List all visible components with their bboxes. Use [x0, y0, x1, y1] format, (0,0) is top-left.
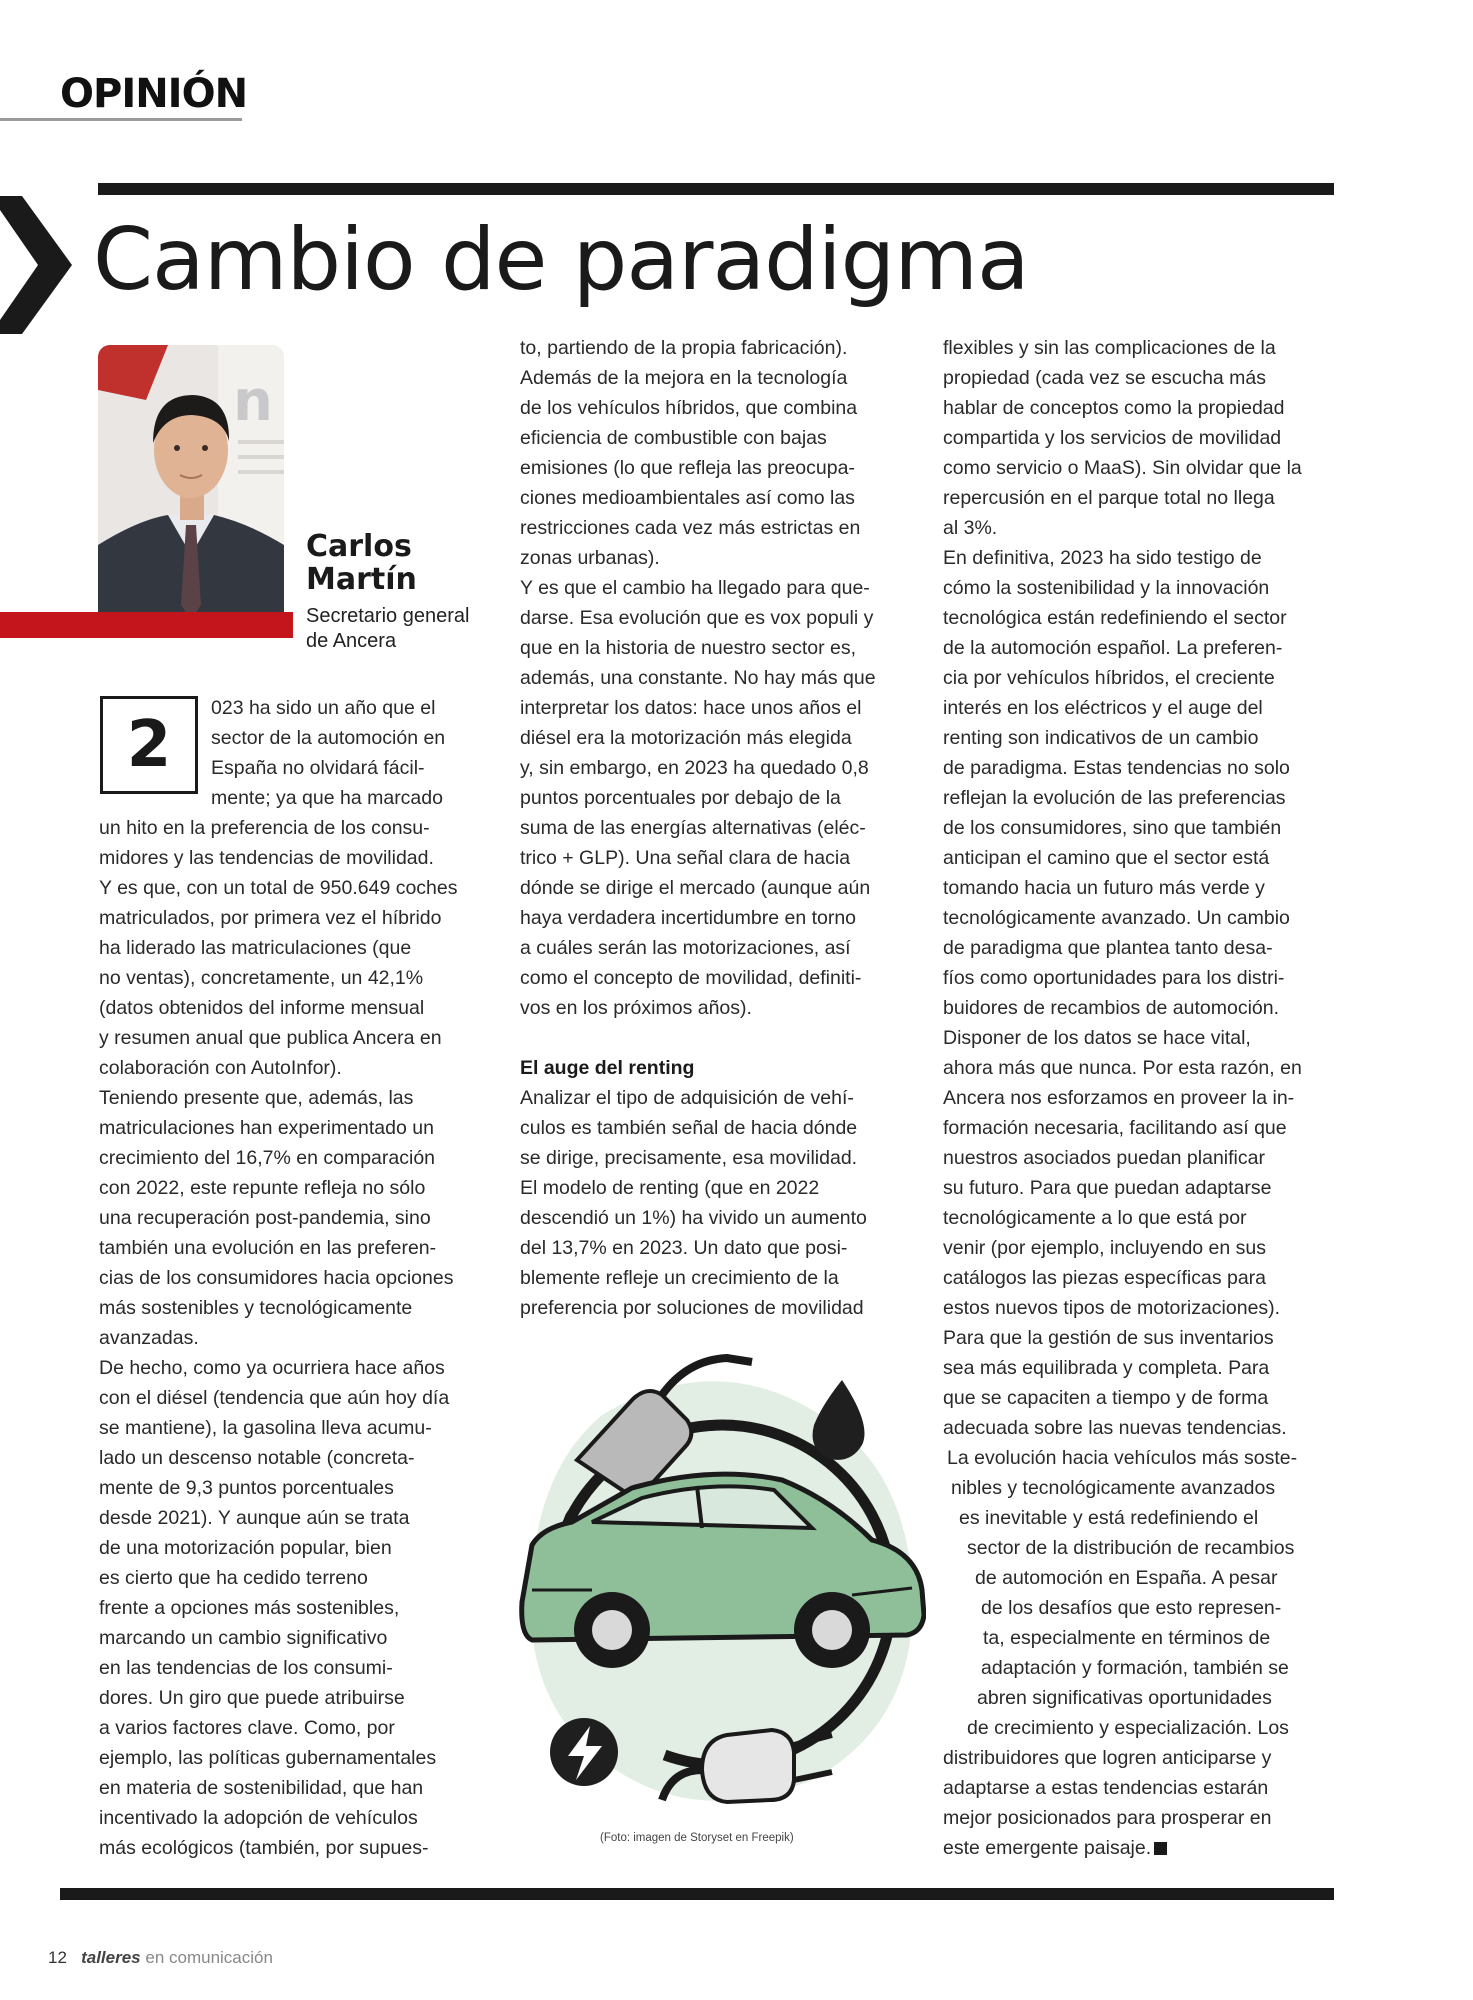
text-line: repercusión en el parque total no llega [943, 487, 1275, 509]
text-line: 023 ha sido un año que el [211, 697, 436, 719]
text-line: blemente refleje un crecimiento de la [520, 1267, 839, 1289]
article-title: Cambio de paradigma [93, 210, 1029, 310]
text-line: estos nuevos tipos de motorizaciones). [943, 1297, 1281, 1319]
text-line: España no olvidará fácil- [211, 757, 425, 779]
text-line: se dirige, precisamente, esa movilidad. [520, 1147, 858, 1169]
text-line: como el concepto de movilidad, definiti- [520, 967, 862, 989]
chevron-icon [0, 196, 72, 334]
text-line: en materia de sostenibilidad, que han [99, 1777, 424, 1799]
author-role-line: Secretario general [306, 605, 470, 627]
text-line: de paradigma. Estas tendencias no solo [943, 757, 1290, 779]
author-role [306, 604, 506, 654]
text-line: zonas urbanas). [520, 547, 660, 569]
photo-credit: (Foto: imagen de Storyset en Freepik) [600, 1832, 794, 1844]
text-line: frente a opciones más sostenibles, [99, 1597, 400, 1619]
text-line: marcando un cambio significativo [99, 1627, 388, 1649]
text-line: de paradigma que plantea tanto desa- [943, 937, 1273, 959]
text-line: trico + GLP). Una señal clara de hacia [520, 847, 851, 869]
text-line: Disponer de los datos se hace vital, [943, 1027, 1251, 1049]
text-line: ha liderado las matriculaciones (que [99, 937, 412, 959]
text-line: a varios factores clave. Como, por [99, 1717, 395, 1739]
text-line: emisiones (lo que refleja las preocupa- [520, 457, 855, 479]
text-line: a cuáles serán las motorizaciones, así [520, 937, 851, 959]
page-number: 12 [48, 1948, 67, 1967]
text-line: mente de 9,3 puntos porcentuales [99, 1477, 394, 1499]
text-line: (datos obtenidos del informe mensual [99, 997, 425, 1019]
text-line: nibles y tecnológicamente avanzados [951, 1477, 1276, 1499]
text-line: de automoción en España. A pesar [975, 1567, 1278, 1589]
text-line: Y es que el cambio ha llegado para que- [520, 577, 870, 599]
text-line: no ventas), concretamente, un 42,1% [99, 967, 424, 989]
text-line: Además de la mejora en la tecnología [520, 367, 848, 389]
text-line: de los consumidores, sino que también [943, 817, 1282, 839]
text-line: este emergente paisaje. [943, 1833, 1343, 1863]
top-rule [98, 183, 1334, 195]
text-line: diésel era la motorización más elegida [520, 727, 852, 749]
text-line: eficiencia de combustible con bajas [520, 427, 827, 449]
text-line: lado un descenso notable (concreta- [99, 1447, 415, 1469]
text-line: reflejan la evolución de las preferencias [943, 787, 1286, 809]
bottom-rule [60, 1888, 1334, 1900]
text-line: buidores de recambios de automoción. [943, 997, 1280, 1019]
text-line: mente; ya que ha marcado [211, 787, 443, 809]
drop-cap: 2 [100, 696, 198, 794]
text-line: matriculados, por primera vez el híbrido [99, 907, 442, 929]
text-line: ta, especialmente en términos de [983, 1627, 1271, 1649]
text-line: tomando hacia un futuro más verde y [943, 877, 1265, 899]
magazine-brand-rest: en comunicación [145, 1948, 273, 1967]
text-line: Para que la gestión de sus inventarios [943, 1327, 1274, 1349]
text-line: propiedad (cada vez se escucha más [943, 367, 1267, 389]
svg-text:n: n [233, 369, 273, 434]
text-line: de la automoción español. La preferen- [943, 637, 1283, 659]
text-line: como servicio o MaaS). Sin olvidar que la [943, 457, 1302, 479]
text-line: sector de la automoción en [211, 727, 446, 749]
text-line: vos en los próximos años). [520, 997, 752, 1019]
text-line: preferencia por soluciones de movilidad [520, 1297, 864, 1319]
text-line: adecuada sobre las nuevas tendencias. [943, 1417, 1287, 1439]
column-3 [943, 333, 1343, 1863]
text-line: Analizar el tipo de adquisición de vehí- [520, 1087, 854, 1109]
text-line: crecimiento del 16,7% en comparación [99, 1147, 436, 1169]
text-line: matriculaciones han experimentado un [99, 1117, 434, 1139]
text-line: interpretar los datos: hace unos años el [520, 697, 862, 719]
section-underline [0, 118, 242, 121]
text-line: adaptarse a estas tendencias estarán [943, 1777, 1269, 1799]
text-line: cia por vehículos híbridos, el creciente [943, 667, 1275, 689]
text-line: formación necesaria, facilitando así que [943, 1117, 1287, 1139]
magazine-brand: talleres [81, 1948, 141, 1967]
text-line: tecnológica están redefiniendo el sector [943, 607, 1287, 629]
author-role-line: de Ancera [306, 630, 397, 652]
page-footer [48, 1948, 273, 1968]
text-line: colaboración con AutoInfor). [99, 1057, 342, 1079]
text-line: La evolución hacia vehículos más soste- [947, 1447, 1298, 1469]
text-line: hablar de conceptos como la propiedad [943, 397, 1285, 419]
text-line: flexibles y sin las complicaciones de la [943, 337, 1276, 359]
text-line: que en la historia de nuestro sector es, [520, 637, 857, 659]
text-line: puntos porcentuales por debajo de la [520, 787, 841, 809]
text-line: dónde se dirige el mercado (aunque aún [520, 877, 871, 899]
subheading: El auge del renting [520, 1057, 695, 1079]
text-line: de una motorización popular, bien [99, 1537, 392, 1559]
text-line: En definitiva, 2023 ha sido testigo de [943, 547, 1262, 569]
column-2 [520, 333, 920, 1323]
text-line: una recuperación post-pandemia, sino [99, 1207, 431, 1229]
text-line: catálogos las piezas específicas para [943, 1267, 1267, 1289]
text-line: ejemplo, las políticas gubernamentales [99, 1747, 437, 1769]
author-last-name: Martín [306, 562, 417, 597]
text-line: incentivado la adopción de vehículos [99, 1807, 418, 1829]
text-line: restricciones cada vez más estrictas en [520, 517, 861, 539]
text-line: distribuidores que logren anticiparse y [943, 1747, 1272, 1769]
text-line: un hito en la preferencia de los consu- [99, 817, 430, 839]
text-line: sea más equilibrada y completa. Para [943, 1357, 1270, 1379]
text-line: de crecimiento y especialización. Los [967, 1717, 1289, 1739]
text-line: con 2022, este repunte refleja no sólo [99, 1177, 426, 1199]
text-line: dores. Un giro que puede atribuirse [99, 1687, 405, 1709]
column-1 [99, 693, 479, 1863]
text-line: es inevitable y está redefiniendo el [959, 1507, 1259, 1529]
text-line: desde 2021). Y aunque aún se trata [99, 1507, 410, 1529]
text-line: ahora más que nunca. Por esta razón, en [943, 1057, 1302, 1079]
text-line: mejor posicionados para prosperar en [943, 1807, 1272, 1829]
author-first-name: Carlos [306, 529, 412, 564]
text-line: además, una constante. No hay más que [520, 667, 876, 689]
text-line: tecnológicamente avanzado. Un cambio [943, 907, 1290, 929]
author-name [306, 530, 476, 596]
text-line: del 13,7% en 2023. Un dato que posi- [520, 1237, 848, 1259]
text-line: sector de la distribución de recambios [967, 1537, 1295, 1559]
text-line: de los vehículos híbridos, que combina [520, 397, 858, 419]
text-line: Y es que, con un total de 950.649 coches [99, 877, 458, 899]
text-line: con el diésel (tendencia que aún hoy día [99, 1387, 450, 1409]
text-line: Ancera nos esforzamos en proveer la in- [943, 1087, 1295, 1109]
text-line: suma de las energías alternativas (eléc- [520, 817, 866, 839]
text-line: cias de los consumidores hacia opciones [99, 1267, 454, 1289]
text-line: ciones medioambientales así como las [520, 487, 855, 509]
text-line: también una evolución en las preferen- [99, 1237, 437, 1259]
text-line: interés en los eléctricos y el auge del [943, 697, 1263, 719]
text-line: Teniendo presente que, además, las [99, 1087, 414, 1109]
text-line: renting son indicativos de un cambio [943, 727, 1259, 749]
text-line: midores y las tendencias de movilidad. [99, 847, 434, 869]
text-line: en las tendencias de los consumi- [99, 1657, 393, 1679]
text-line: tecnológicamente a lo que está por [943, 1207, 1247, 1229]
text-line: darse. Esa evolución que es vox populi y [520, 607, 874, 629]
text-line: y, sin embargo, en 2023 ha quedado 0,8 [520, 757, 869, 779]
text-line: De hecho, como ya ocurriera hace años [99, 1357, 445, 1379]
text-line: haya verdadera incertidumbre en torno [520, 907, 857, 929]
text-line: se mantiene), la gasolina lleva acumu- [99, 1417, 432, 1439]
text-line: que se capaciten a tiempo y de forma [943, 1387, 1269, 1409]
text-line: fíos como oportunidades para los distri- [943, 967, 1285, 989]
text-line: to, partiendo de la propia fabricación). [520, 337, 848, 359]
text-line: nuestros asociados puedan planificar [943, 1147, 1265, 1169]
text-line: su futuro. Para que puedan adaptarse [943, 1177, 1272, 1199]
text-line: abren significativas oportunidades [977, 1687, 1272, 1709]
text-line: más ecológicos (también, por supues- [99, 1837, 429, 1859]
text-line: avanzadas. [99, 1327, 199, 1349]
text-line: al 3%. [943, 517, 998, 539]
text-line: venir (por ejemplo, incluyendo en sus [943, 1237, 1267, 1259]
car-sustainability-illustration [512, 1340, 926, 1820]
text-line: de los desafíos que esto represen- [981, 1597, 1282, 1619]
text-line: compartida y los servicios de movilidad [943, 427, 1282, 449]
text-line: culos es también señal de hacia dónde [520, 1117, 858, 1139]
text-line: El modelo de renting (que en 2022 [520, 1177, 820, 1199]
text-line: cómo la sostenibilidad y la innovación [943, 577, 1270, 599]
end-mark-icon [1154, 1842, 1167, 1855]
text-line: anticipan el camino que el sector está [943, 847, 1270, 869]
text-line: más sostenibles y tecnológicamente [99, 1297, 413, 1319]
text-line: y resumen anual que publica Ancera en [99, 1027, 442, 1049]
author-photo [98, 345, 284, 638]
section-label: OPINIÓN [60, 71, 248, 117]
text-line: descendió un 1%) ha vivido un aumento [520, 1207, 867, 1229]
text-line: adaptación y formación, también se [981, 1657, 1289, 1679]
text-line: es cierto que ha cedido terreno [99, 1567, 368, 1589]
